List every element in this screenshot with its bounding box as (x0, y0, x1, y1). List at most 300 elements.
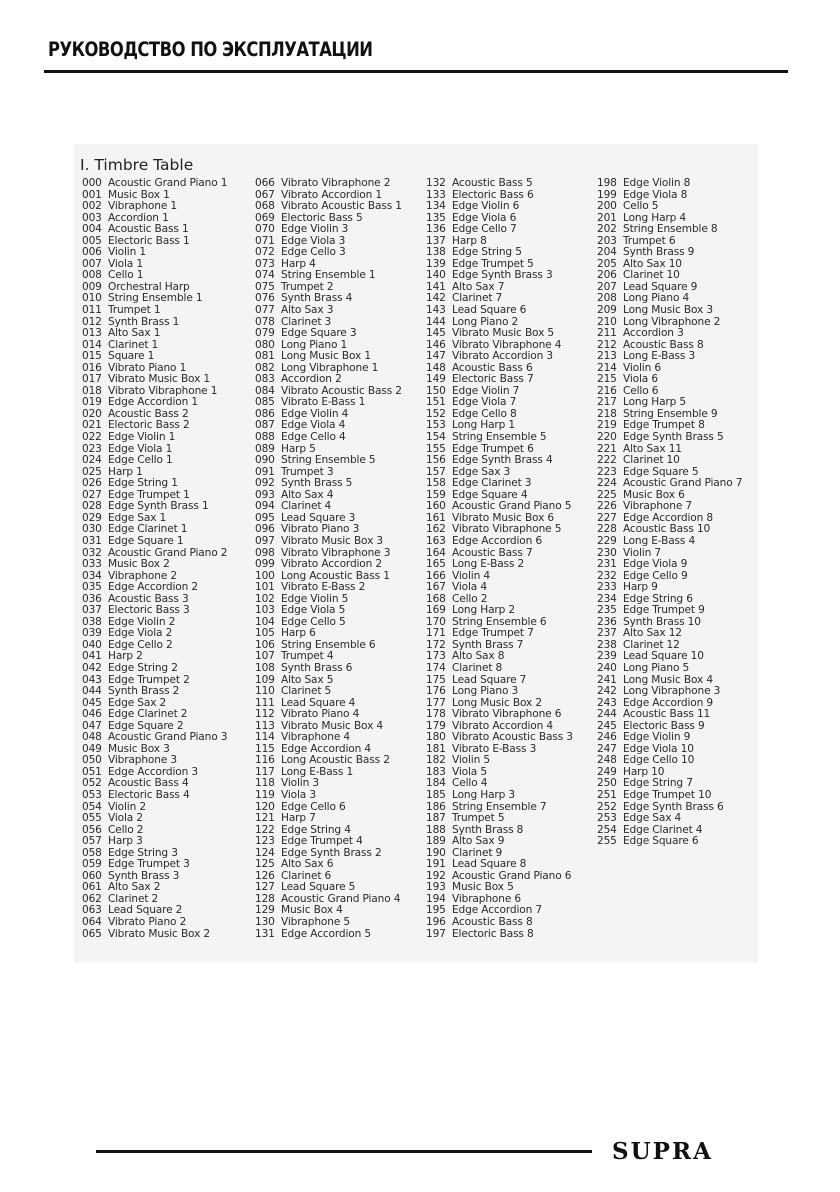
timbre-number: 055 (82, 812, 102, 825)
timbre-name: Cello 6 (623, 384, 659, 397)
timbre-name: Acoustic Grand Piano 1 (108, 177, 228, 189)
timbre-number: 247 (597, 742, 617, 755)
timbre-number: 016 (82, 361, 102, 374)
timbre-number: 073 (255, 257, 275, 270)
timbre-number: 227 (597, 511, 617, 524)
timbre-number: 029 (82, 511, 102, 524)
timbre-table-heading: I. Timbre Table (80, 156, 194, 174)
timbre-name: Edge Synth Brass 3 (452, 269, 553, 282)
timbre-number: 104 (255, 615, 275, 628)
timbre-number: 169 (426, 604, 446, 617)
timbre-name: Acoustic Bass 1 (108, 223, 189, 236)
timbre-name: Vibrato Vibraphone 6 (452, 708, 562, 721)
timbre-name: Edge Cello 9 (623, 569, 688, 582)
timbre-name: Long Piano 4 (623, 292, 690, 305)
timbre-name: Edge Trumpet 5 (452, 257, 534, 270)
page-header-title: РУКОВОДСТВО ПО ЭКСПЛУАТАЦИИ (48, 38, 373, 61)
timbre-name: Long Vibraphone 3 (623, 685, 721, 698)
timbre-number: 222 (597, 454, 617, 467)
timbre-name: Long Acoustic Bass 2 (281, 754, 390, 767)
timbre-name: Electoric Bass 3 (108, 604, 190, 617)
timbre-name: Long Harp 4 (623, 211, 686, 224)
timbre-name: Accordion 2 (281, 373, 342, 386)
timbre-number: 194 (426, 892, 446, 905)
timbre-number: 003 (82, 211, 102, 224)
timbre-number: 121 (255, 812, 275, 825)
timbre-name: Edge Trumpet 3 (108, 858, 190, 871)
timbre-entry (426, 744, 573, 756)
timbre-number: 056 (82, 823, 102, 836)
timbre-name: String Ensemble 1 (108, 292, 203, 305)
timbre-number: 156 (426, 454, 446, 467)
timbre-number: 087 (255, 419, 275, 432)
timbre-entry (82, 236, 227, 248)
timbre-number: 238 (597, 638, 617, 651)
timbre-name: Edge Cello 5 (281, 615, 346, 628)
timbre-name: Music Box 1 (108, 188, 170, 201)
timbre-name: Vibrato Piano 4 (281, 708, 360, 721)
timbre-number: 214 (597, 361, 617, 374)
timbre-number: 097 (255, 534, 275, 547)
timbre-entry (597, 571, 742, 583)
timbre-number: 165 (426, 558, 446, 571)
timbre-name: Acoustic Grand Piano 2 (108, 546, 228, 559)
timbre-number: 240 (597, 661, 617, 674)
timbre-name: Vibrato Accordion 2 (281, 558, 383, 571)
timbre-entry (82, 640, 227, 652)
timbre-entry (597, 363, 742, 375)
timbre-name: Vibrato E-Bass 1 (281, 396, 366, 409)
timbre-name: Vibrato Music Box 5 (452, 327, 554, 340)
timbre-name: Edge Violin 4 (281, 407, 349, 420)
timbre-number: 125 (255, 858, 275, 871)
timbre-name: Electoric Bass 8 (452, 927, 534, 940)
timbre-name: Violin 2 (108, 800, 146, 813)
timbre-name: Vibrato Vibraphone 5 (452, 523, 562, 536)
timbre-name: Edge Violin 5 (281, 592, 349, 605)
timbre-number: 063 (82, 904, 102, 917)
timbre-number: 196 (426, 916, 446, 928)
timbre-number: 012 (82, 315, 102, 328)
timbre-number: 134 (426, 200, 446, 213)
timbre-name: Edge String 3 (108, 846, 178, 859)
timbre-number: 242 (597, 685, 617, 698)
timbre-name: Edge Trumpet 6 (452, 442, 534, 455)
timbre-name: String Ensemble 9 (623, 407, 718, 420)
timbre-name: Vibrato Music Box 3 (281, 534, 383, 547)
timbre-name: Acoustic Grand Piano 7 (623, 477, 743, 490)
timbre-name: Harp 6 (281, 627, 316, 640)
timbre-column-4 (597, 178, 742, 848)
timbre-name: Edge Violin 9 (623, 731, 691, 744)
timbre-name: Edge Viola 2 (108, 627, 173, 640)
timbre-number: 117 (255, 765, 275, 778)
timbre-number: 105 (255, 627, 275, 640)
timbre-number: 070 (255, 223, 275, 236)
timbre-number: 052 (82, 777, 102, 790)
timbre-name: Lead Square 7 (452, 673, 527, 686)
timbre-name: Vibraphone 5 (281, 916, 350, 928)
timbre-entry (426, 929, 573, 941)
timbre-name: Acoustic Bass 2 (108, 407, 189, 420)
timbre-name: Vibrato Music Box 2 (108, 927, 210, 940)
timbre-name: Music Box 5 (452, 881, 514, 894)
timbre-number: 213 (597, 350, 617, 363)
timbre-number: 139 (426, 257, 446, 270)
timbre-name: Square 1 (108, 350, 155, 363)
timbre-number: 079 (255, 327, 275, 340)
timbre-number: 248 (597, 754, 617, 767)
timbre-number: 008 (82, 269, 102, 282)
timbre-number: 208 (597, 292, 617, 305)
timbre-name: Harp 7 (281, 812, 316, 825)
timbre-number: 150 (426, 384, 446, 397)
timbre-name: Accordion 1 (108, 211, 169, 224)
timbre-number: 151 (426, 396, 446, 409)
timbre-number: 158 (426, 477, 446, 490)
timbre-number: 100 (255, 569, 275, 582)
timbre-number: 176 (426, 685, 446, 698)
timbre-name: Edge Viola 4 (281, 419, 346, 432)
timbre-name: Alto Sax 8 (452, 650, 505, 663)
timbre-name: Harp 8 (452, 234, 487, 247)
timbre-name: Edge Accordion 7 (452, 904, 542, 917)
timbre-number: 144 (426, 315, 446, 328)
timbre-number: 224 (597, 477, 617, 490)
supra-logo: SUPRA (612, 1138, 713, 1165)
timbre-number: 032 (82, 546, 102, 559)
timbre-name: Vibraphone 2 (108, 569, 177, 582)
timbre-name: String Ensemble 6 (452, 615, 547, 628)
timbre-name: Electoric Bass 2 (108, 419, 190, 432)
timbre-number: 074 (255, 269, 275, 282)
timbre-name: Vibrato Vibraphone 2 (281, 177, 391, 189)
timbre-entry (255, 767, 402, 779)
timbre-number: 251 (597, 788, 617, 801)
timbre-number: 191 (426, 858, 446, 871)
timbre-number: 069 (255, 211, 275, 224)
timbre-name: Synth Brass 10 (623, 615, 701, 628)
timbre-name: Alto Sax 6 (281, 858, 334, 871)
timbre-number: 193 (426, 881, 446, 894)
timbre-number: 099 (255, 558, 275, 571)
timbre-name: Synth Brass 7 (452, 638, 524, 651)
timbre-number: 034 (82, 569, 102, 582)
timbre-name: Vibrato Vibraphone 4 (452, 338, 562, 351)
timbre-number: 174 (426, 661, 446, 674)
timbre-number: 231 (597, 558, 617, 571)
timbre-name: Edge Trumpet 1 (108, 488, 190, 501)
timbre-number: 184 (426, 777, 446, 790)
timbre-number: 155 (426, 442, 446, 455)
timbre-name: Clarinet 12 (623, 638, 680, 651)
timbre-name: Music Box 3 (108, 742, 170, 755)
timbre-name: Lead Square 5 (281, 881, 356, 894)
timbre-name: Edge Viola 6 (452, 211, 517, 224)
timbre-name: Lead Square 4 (281, 696, 356, 709)
timbre-entry (426, 224, 573, 236)
timbre-number: 204 (597, 246, 617, 259)
timbre-number: 217 (597, 396, 617, 409)
timbre-number: 124 (255, 846, 275, 859)
timbre-number: 226 (597, 500, 617, 513)
timbre-number: 102 (255, 592, 275, 605)
timbre-name: Alto Sax 1 (108, 327, 161, 340)
timbre-name: Acoustic Bass 7 (452, 546, 533, 559)
timbre-column-3 (426, 178, 573, 940)
timbre-number: 245 (597, 719, 617, 732)
timbre-number: 235 (597, 604, 617, 617)
timbre-name: Edge Sax 3 (452, 465, 511, 478)
timbre-number: 064 (82, 916, 102, 928)
timbre-number: 163 (426, 534, 446, 547)
timbre-name: Vibraphone 3 (108, 754, 177, 767)
timbre-number: 211 (597, 327, 617, 340)
timbre-number: 206 (597, 269, 617, 282)
timbre-name: Long Piano 2 (452, 315, 519, 328)
timbre-name: Edge String 6 (623, 592, 693, 605)
timbre-number: 216 (597, 384, 617, 397)
timbre-name: Long Piano 1 (281, 338, 348, 351)
timbre-name: Acoustic Bass 10 (623, 523, 711, 536)
timbre-number: 075 (255, 280, 275, 293)
timbre-name: Violin 6 (623, 361, 661, 374)
timbre-column-1 (82, 178, 227, 940)
timbre-number: 255 (597, 835, 617, 848)
timbre-name: Edge String 7 (623, 777, 693, 790)
timbre-number: 058 (82, 846, 102, 859)
timbre-name: Clarinet 1 (108, 338, 159, 351)
timbre-number: 081 (255, 350, 275, 363)
timbre-name: Edge Trumpet 4 (281, 835, 363, 848)
timbre-name: String Ensemble 1 (281, 269, 376, 282)
timbre-number: 170 (426, 615, 446, 628)
timbre-name: Edge Sax 4 (623, 812, 682, 825)
timbre-number: 011 (82, 304, 102, 317)
timbre-number: 066 (255, 177, 275, 189)
timbre-entry (82, 825, 227, 837)
timbre-name: Edge Square 5 (623, 465, 699, 478)
timbre-name: Synth Brass 8 (452, 823, 524, 836)
timbre-number: 218 (597, 407, 617, 420)
timbre-number: 145 (426, 327, 446, 340)
timbre-number: 149 (426, 373, 446, 386)
timbre-number: 098 (255, 546, 275, 559)
timbre-name: Edge Viola 8 (623, 188, 688, 201)
timbre-number: 241 (597, 673, 617, 686)
timbre-name: Harp 9 (623, 581, 658, 594)
timbre-name: Long E-Bass 2 (452, 558, 525, 571)
timbre-name: Edge Accordion 5 (281, 927, 371, 940)
timbre-name: Lead Square 9 (623, 280, 698, 293)
timbre-number: 140 (426, 269, 446, 282)
timbre-number: 246 (597, 731, 617, 744)
timbre-number: 090 (255, 454, 275, 467)
timbre-name: Edge Cello 6 (281, 800, 346, 813)
timbre-name: Clarinet 2 (108, 892, 159, 905)
timbre-name: Vibrato Accordion 1 (281, 188, 383, 201)
timbre-name: Viola 6 (623, 373, 658, 386)
timbre-name: Electoric Bass 5 (281, 211, 363, 224)
timbre-number: 096 (255, 523, 275, 536)
timbre-number: 164 (426, 546, 446, 559)
timbre-name: Vibrato Piano 3 (281, 523, 360, 536)
timbre-number: 182 (426, 754, 446, 767)
timbre-number: 236 (597, 615, 617, 628)
timbre-number: 072 (255, 246, 275, 259)
timbre-entry (597, 374, 742, 386)
timbre-entry (426, 767, 573, 779)
timbre-number: 126 (255, 869, 275, 882)
timbre-name: Edge Sax 2 (108, 696, 167, 709)
timbre-number: 210 (597, 315, 617, 328)
timbre-name: Edge String 2 (108, 661, 178, 674)
timbre-number: 237 (597, 627, 617, 640)
timbre-number: 083 (255, 373, 275, 386)
timbre-number: 108 (255, 661, 275, 674)
timbre-number: 172 (426, 638, 446, 651)
timbre-name: Clarinet 5 (281, 685, 332, 698)
timbre-name: Edge Clarinet 3 (452, 477, 532, 490)
timbre-name: Edge Violin 3 (281, 223, 349, 236)
timbre-number: 110 (255, 685, 275, 698)
timbre-name: Vibrato Accordion 3 (452, 350, 554, 363)
timbre-number: 116 (255, 754, 275, 767)
footer-divider (96, 1150, 592, 1153)
timbre-name: Violin 7 (623, 546, 661, 559)
timbre-name: String Ensemble 6 (281, 638, 376, 651)
timbre-name: Clarinet 6 (281, 869, 332, 882)
timbre-number: 135 (426, 211, 446, 224)
timbre-number: 027 (82, 488, 102, 501)
timbre-entry (255, 778, 402, 790)
timbre-number: 114 (255, 731, 275, 744)
timbre-name: Edge Trumpet 2 (108, 673, 190, 686)
timbre-entry (426, 582, 573, 594)
timbre-number: 111 (255, 696, 275, 709)
timbre-number: 162 (426, 523, 446, 536)
timbre-name: Edge Trumpet 9 (623, 604, 705, 617)
timbre-name: Harp 3 (108, 835, 143, 848)
timbre-number: 085 (255, 396, 275, 409)
timbre-name: Alto Sax 11 (623, 442, 682, 455)
timbre-name: Edge Cello 8 (452, 407, 517, 420)
timbre-name: Edge Accordion 1 (108, 396, 198, 409)
timbre-number: 225 (597, 488, 617, 501)
timbre-name: Edge String 4 (281, 823, 351, 836)
timbre-number: 021 (82, 419, 102, 432)
timbre-number: 180 (426, 731, 446, 744)
timbre-name: Edge Clarinet 4 (623, 823, 703, 836)
timbre-number: 005 (82, 234, 102, 247)
timbre-name: Electoric Bass 4 (108, 788, 190, 801)
timbre-number: 015 (82, 350, 102, 363)
timbre-name: Edge Viola 3 (281, 234, 346, 247)
timbre-name: Edge Clarinet 2 (108, 708, 188, 721)
timbre-name: Edge Accordion 3 (108, 765, 198, 778)
timbre-name: Clarinet 7 (452, 292, 503, 305)
timbre-name: Vibraphone 7 (623, 500, 692, 513)
timbre-number: 239 (597, 650, 617, 663)
timbre-number: 192 (426, 869, 446, 882)
timbre-entry (255, 929, 402, 941)
timbre-name: Long Harp 3 (452, 788, 515, 801)
timbre-number: 028 (82, 500, 102, 513)
timbre-number: 166 (426, 569, 446, 582)
timbre-number: 000 (82, 177, 102, 189)
timbre-name: Vibrato E-Bass 3 (452, 742, 537, 755)
timbre-number: 130 (255, 916, 275, 928)
timbre-name: Trumpet 2 (281, 280, 334, 293)
timbre-entry (82, 802, 227, 814)
timbre-name: Synth Brass 5 (281, 477, 353, 490)
timbre-number: 109 (255, 673, 275, 686)
timbre-name: Lead Square 2 (108, 904, 183, 917)
timbre-entry (426, 559, 573, 571)
timbre-entry (82, 340, 227, 352)
timbre-name: Vibrato E-Bass 2 (281, 581, 366, 594)
timbre-name: Vibrato Piano 1 (108, 361, 187, 374)
timbre-number: 179 (426, 719, 446, 732)
timbre-name: Music Box 2 (108, 558, 170, 571)
timbre-number: 249 (597, 765, 617, 778)
timbre-number: 106 (255, 638, 275, 651)
timbre-name: Lead Square 6 (452, 304, 527, 317)
timbre-entry (82, 455, 227, 467)
timbre-number: 057 (82, 835, 102, 848)
timbre-name: Edge Synth Brass 5 (623, 431, 724, 444)
timbre-number: 142 (426, 292, 446, 305)
timbre-name: Trumpet 6 (623, 234, 676, 247)
timbre-name: Long Harp 2 (452, 604, 515, 617)
timbre-name: Edge Viola 9 (623, 558, 688, 571)
timbre-name: Violin 1 (108, 246, 146, 259)
timbre-name: Edge Violin 2 (108, 615, 176, 628)
timbre-name: Trumpet 1 (108, 304, 161, 317)
timbre-name: Synth Brass 2 (108, 685, 180, 698)
timbre-name: Clarinet 9 (452, 846, 503, 859)
timbre-name: Clarinet 10 (623, 269, 680, 282)
timbre-name: Lead Square 3 (281, 511, 356, 524)
timbre-name: Vibrato Vibraphone 3 (281, 546, 391, 559)
timbre-name: Edge Square 1 (108, 534, 184, 547)
timbre-number: 232 (597, 569, 617, 582)
timbre-name: Long Music Box 2 (452, 696, 542, 709)
timbre-number: 223 (597, 465, 617, 478)
timbre-number: 190 (426, 846, 446, 859)
timbre-name: Edge Violin 8 (623, 177, 691, 189)
timbre-number: 212 (597, 338, 617, 351)
timbre-number: 020 (82, 407, 102, 420)
timbre-number: 019 (82, 396, 102, 409)
timbre-number: 062 (82, 892, 102, 905)
timbre-number: 171 (426, 627, 446, 640)
timbre-number: 044 (82, 685, 102, 698)
timbre-number: 129 (255, 904, 275, 917)
timbre-name: Vibraphone 1 (108, 200, 177, 213)
timbre-name: Edge Sax 1 (108, 511, 167, 524)
timbre-number: 080 (255, 338, 275, 351)
timbre-number: 086 (255, 407, 275, 420)
timbre-name: Edge Cello 3 (281, 246, 346, 259)
timbre-name: Edge Cello 4 (281, 431, 346, 444)
timbre-number: 049 (82, 742, 102, 755)
timbre-number: 030 (82, 523, 102, 536)
timbre-number: 160 (426, 500, 446, 513)
header-divider (44, 70, 788, 73)
timbre-name: Clarinet 8 (452, 661, 503, 674)
timbre-name: String Ensemble 5 (281, 454, 376, 467)
